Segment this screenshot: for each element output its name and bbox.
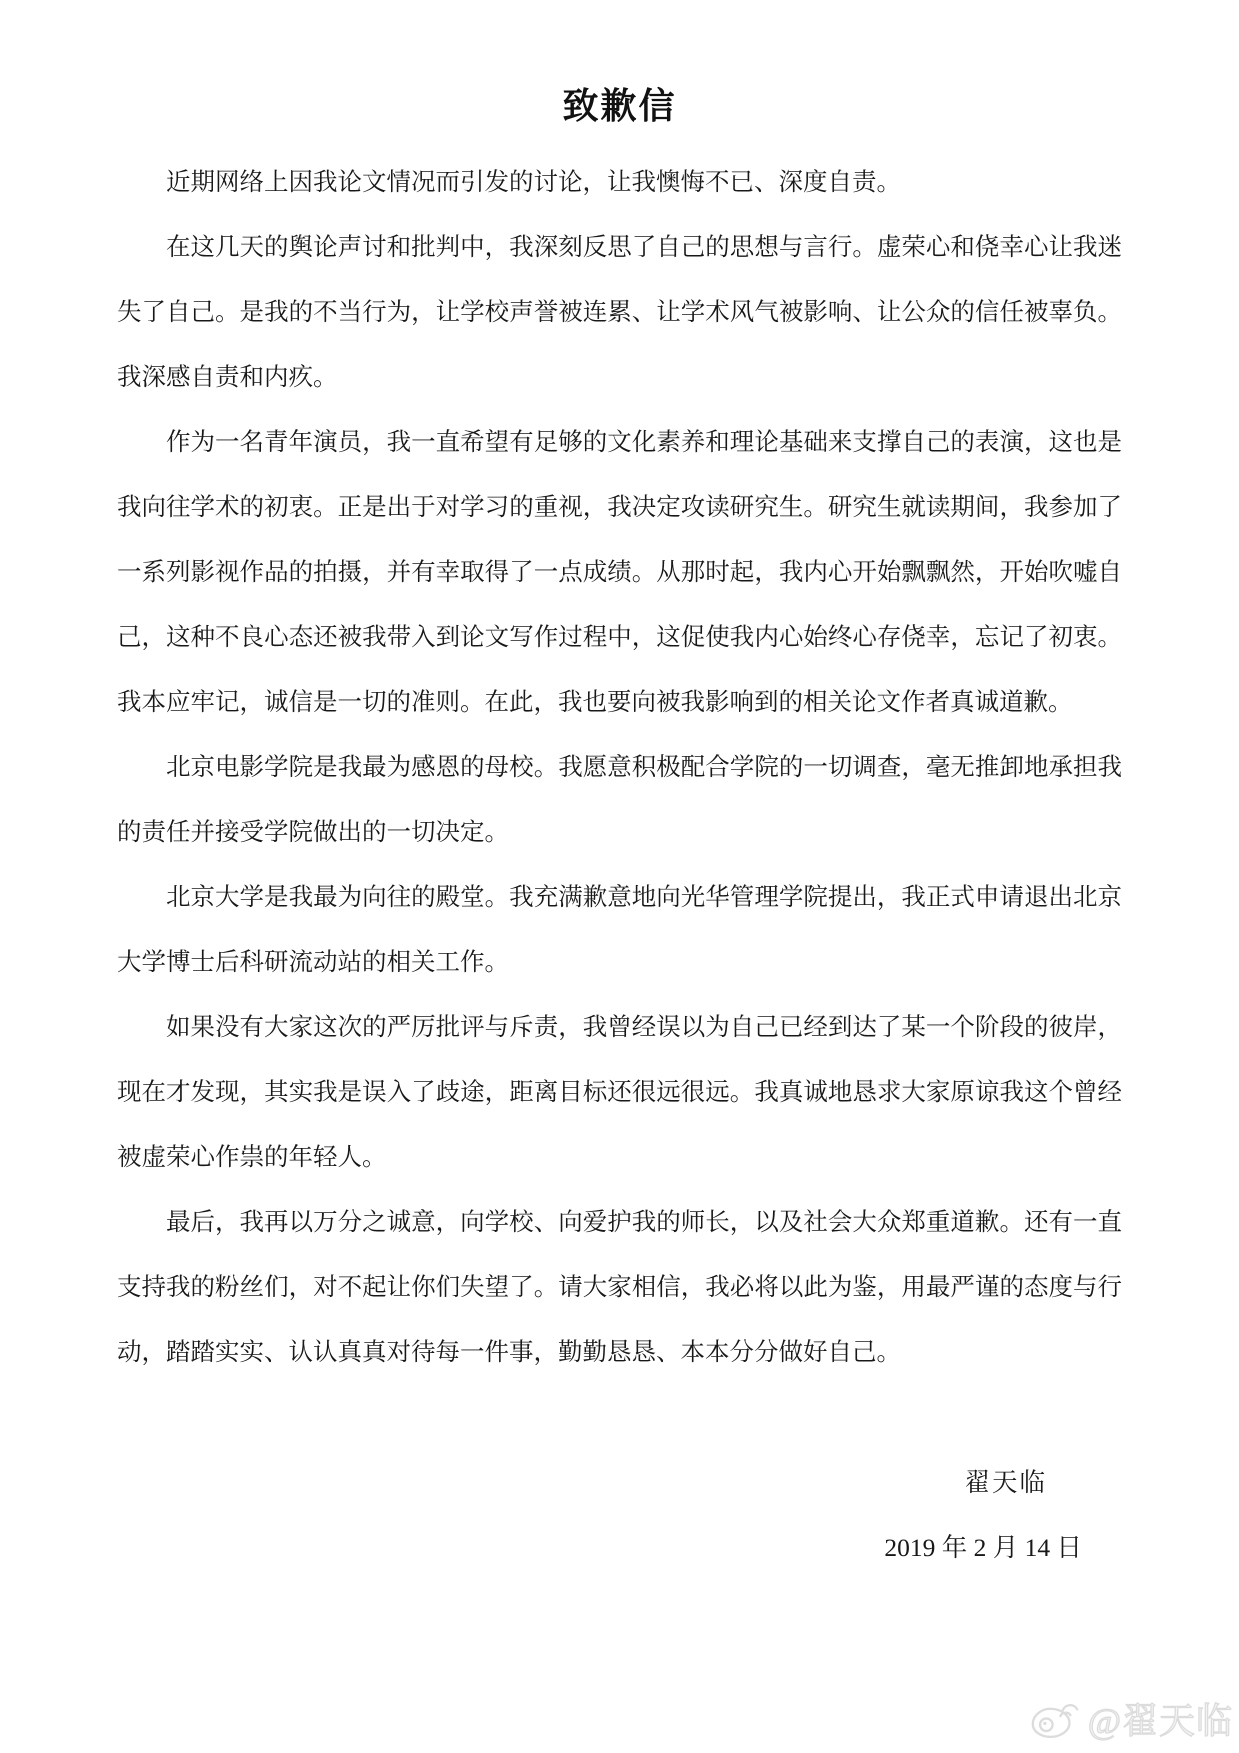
page-title: 致歉信 [562, 86, 677, 126]
letter-paragraph: 近期网络上因我论文情况而引发的讨论，让我懊悔不已、深度自责。 [166, 169, 901, 196]
letter-paragraph: 最后，我再以万分之诚意，向学校、向爱护我的师长，以及社会大众郑重道歉。还有一直支持我的粉丝们，对不起让你们失望了。请大家相信，我必将以此为鉴，用最严谨的态度与行动，踏踏实实、认认真真对待每一件事，勤勤恳恳、本本分分做好自己。 [117, 1209, 1122, 1366]
letter-paragraph: 北京大学是我最为向往的殿堂。我充满歉意地向光华管理学院提出，我正式申请退出北京大学博士后科研流动站的相关工作。 [117, 884, 1122, 976]
watermark-handle: @翟天临 [1087, 1700, 1233, 1741]
letter-paragraph: 北京电影学院是我最为感恩的母校。我愿意积极配合学院的一切调查，毫无推卸地承担我的责任并接受学院做出的一切决定。 [117, 754, 1122, 846]
letter-paragraph: 如果没有大家这次的严厉批评与斥责，我曾经误以为自己已经到达了某一个阶段的彼岸，现在才发现，其实我是误入了歧途，距离目标还很远很远。我真诚地恳求大家原谅我这个曾经被虚荣心作祟的年轻人。 [117, 1014, 1122, 1171]
letter-paragraph: 在这几天的舆论声讨和批判中，我深刻反思了自己的思想与言行。虚荣心和侥幸心让我迷失了自己。是我的不当行为，让学校声誉被连累、让学术风气被影响、让公众的信任被辜负。我深感自责和内疚。 [117, 234, 1122, 391]
letter-body [117, 150, 1122, 1385]
weibo-icon [1027, 1695, 1083, 1748]
signature-name: 翟天临 [964, 1468, 1047, 1497]
weibo-watermark [1027, 1695, 1233, 1748]
signature-date: 2019 年 2 月 14 日 [884, 1533, 1082, 1562]
letter-paragraph: 作为一名青年演员，我一直希望有足够的文化素养和理论基础来支撑自己的表演，这也是我向往学术的初衷。正是出于对学习的重视，我决定攻读研究生。研究生就读期间，我参加了一系列影视作品的拍摄，并有幸取得了一点成绩。从那时起，我内心开始飘飘然，开始吹嘘自己，这种不良心态还被我带入到论文写作过程中，这促使我内心始终心存侥幸，忘记了初衷。我本应牢记，诚信是一切的准则。在此，我也要向被我影响到的相关论文作者真诚道歉。 [117, 429, 1122, 716]
